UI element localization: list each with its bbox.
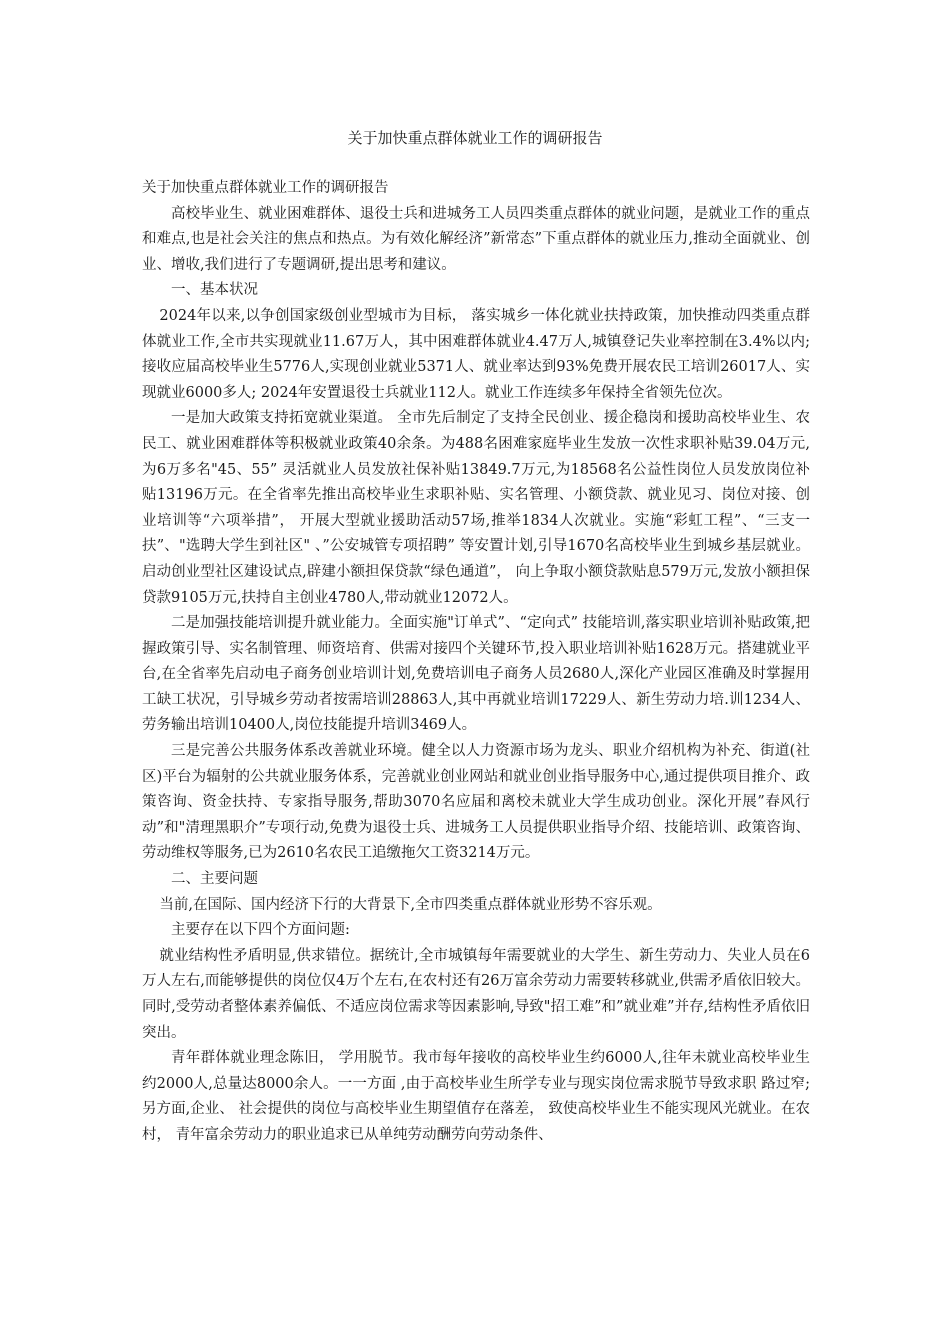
body-heading: 关于加快重点群体就业工作的调研报告 [142,180,389,196]
paragraph-skills-training: 二是加强技能培训提升就业能力。全面实施"订单式”、“定向式” 技能培训,落实职业培训补贴政策,把握政策引导、实名制管理、师资培育、供需对接四个关键环节,投入职业培训补贴1628万元。搭建就业平台,在全省率先启动电子商务创业培训计划,免费培训电子商务人员2680人,深化产业园区准确及时掌握用工缺工状况，引导城乡劳动者按需培训28863人,其中再就业培训17229人、新生劳动力培.训1234人、劳务输出培训10400人,岗位技能提升培训3469人。 [142,615,810,734]
section-heading-basic-status: 一、基本状况 [171,282,258,299]
page-title: 关于加快重点群体就业工作的调研报告 [347,129,603,147]
section-heading-main-problems: 二、主要问题 [171,871,258,888]
paragraph-current-situation: 当前,在国际、国内经济下行的大背景下,全市四类重点群体就业形势不容乐观。 [159,896,662,913]
paragraph-structural-contradiction: 就业结构性矛盾明显,供求错位。据统计,全市城镇每年需要就业的大学生、新生劳动力、失业人员在6万人左右,而能够提供的岗位仅4万个左右,在农村还有26万富余劳动力需要转移就业,供需矛盾依旧较大。同时,受劳动者整体素养偏低、不适应岗位需求等因素影响,导致"招工难”和”就业难”并存,结构性矛盾依旧突出。 [142,947,810,1041]
paragraph-youth-employment: 青年群体就业理念陈旧， 学用脱节。我市每年接收的高校毕业生约6000人,往年未就业高校毕业生约2000人,总量达8000余人。一一方面 ,由于高校毕业生所学专业与现实岗位需求脱节导致求职 路过窄;另方面,企业、 社会提供的岗位与高校毕业生期望值存在落差， 致使高校毕业生不能实现风光就业。在农村， 青年富余劳动力的职业追求已从单纯劳动酬劳向劳动条件、 [142,1050,810,1143]
paragraph-four-problems: 主要存在以下四个方面问题: [171,922,350,939]
paragraph-overview: 2024年以来,以争创国家级创业型城市为目标， 落实城乡一体化就业扶持政策，加快推动四类重点群体就业工作,全市共实现就业11.67万人，其中困难群体就业4.47万人,城镇登记失业率控制在3.4%以内;接收应届高校毕业生5776人,实现创业就业5371人、就业率达到93%免费开展农民工培训26017人、实现就业6000多人; 2024年安置退役士兵就业112人。就业工作连续多年保持全省领先位次。 [142,307,810,401]
document-body [142,176,810,1149]
paragraph-public-service: 三是完善公共服务体系改善就业环境。健全以人力资源市场为龙头、职业介绍机构为补充、街道(社区)平台为辐射的公共就业服务体系，完善就业创业网站和就业创业指导服务中心,通过提供项目推介、政策咨询、资金扶持、专家指导服务,帮助3070名应届和离校未就业大学生成功创业。深化开展”春风行动”和"清理黑职介”专项行动,免费为退役士兵、进城务工人员提供职业指导介绍、技能培训、政策咨询、劳动维权等服务,已为2610名农民工追缴拖欠工资3214万元。 [142,743,810,862]
intro-paragraph: 高校毕业生、就业困难群体、退役士兵和进城务工人员四类重点群体的就业问题，是就业工作的重点和难点,也是社会关注的焦点和热点。为有效化解经济”新常态”下重点群体的就业压力,推动全面就业、创业、增收,我们进行了专题调研,提出思考和建议。 [142,205,810,273]
paragraph-policy-support: 一是加大政策支持拓宽就业渠道。 全市先后制定了支持全民创业、援企稳岗和援助高校毕业生、农民工、就业困难群体等积极就业政策40余条。为488名困难家庭毕业生发放一次性求职补贴39.04万元,为6万多名"45、55” 灵活就业人员发放社保补贴13849.7万元,为18568名公益性岗位人员发放岗位补贴13196万元。在全省率先推出高校毕业生求职补贴、实名管理、小额贷款、就业见习、岗位对接、创业培训等“六项举措”， 开展大型就业援助活动57场,推举1834人次就业。实施“彩虹工程”、“三支一扶”、"选聘大学生到社区" 、”公安城管专项招聘” 等安置计划,引导1670名高校毕业生到城乡基层就业。启动创业型社区建设试点,辟建小额担保贷款“绿色通道”， 向上争取小额贷款贴息579万元,发放小额担保贷款9105万元,扶持自主创业4780人,带动就业12072人。 [142,410,810,606]
